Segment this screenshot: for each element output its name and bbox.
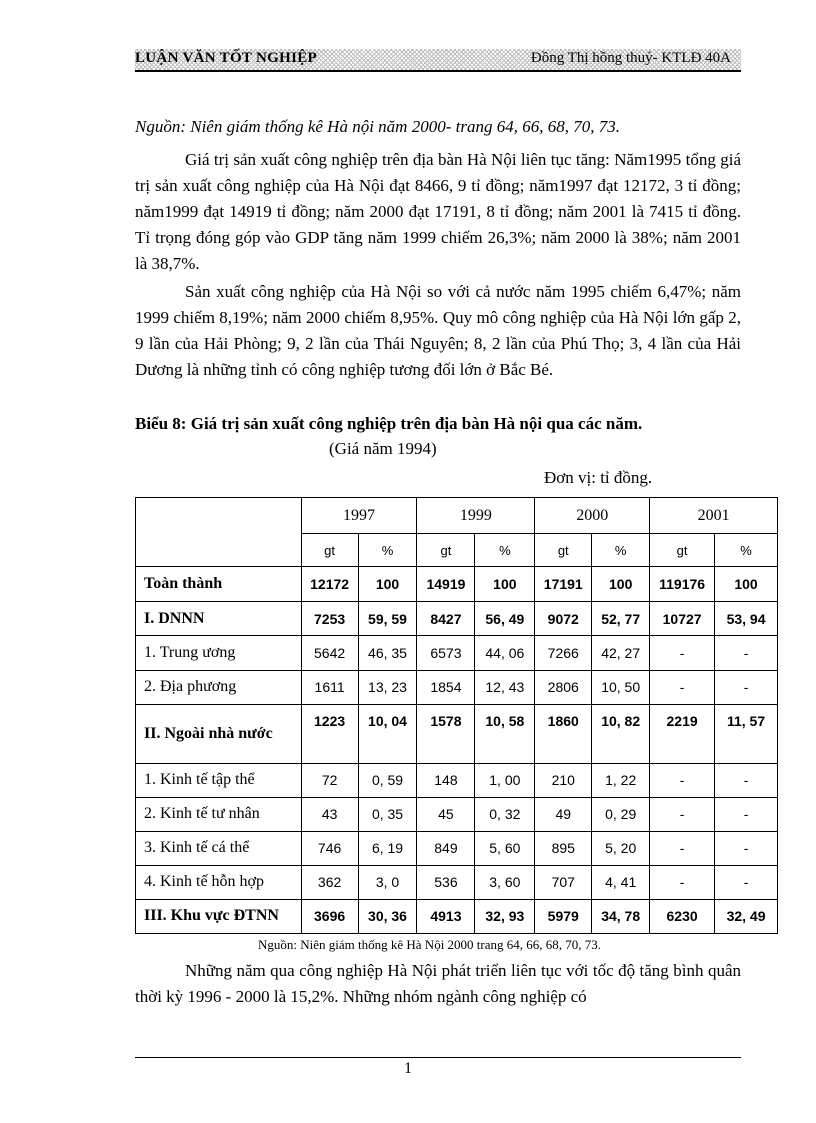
table-cell: 4913 (417, 899, 475, 933)
row-label: 4. Kinh tế hỗn hợp (136, 865, 302, 899)
page-header (135, 49, 741, 72)
table-cell: 536 (417, 865, 475, 899)
table-cell: 895 (535, 831, 592, 865)
row-label: 2. Kinh tế tư nhân (136, 797, 302, 831)
table-cell: 1854 (417, 670, 475, 704)
row-label: 3. Kinh tế cá thể (136, 831, 302, 865)
table-cell: 43 (301, 797, 358, 831)
table-cell: 3, 0 (358, 865, 417, 899)
footer-divider (135, 1057, 741, 1058)
table-cell: - (650, 636, 715, 670)
table-row (136, 763, 778, 797)
table-corner-cell (136, 498, 302, 567)
row-label: 2. Địa phương (136, 670, 302, 704)
header-author: Đồng Thị hồng thuý- KTLĐ 40A (530, 50, 731, 66)
row-label: Toàn thành (136, 567, 302, 602)
paragraph-industrial-output: Giá trị sản xuất công nghiệp trên địa bàn Hà Nội liên tục tăng: Năm1995 tổng giá trị sản xuất công nghiệp của Hà Nội đạt 8466, 9 tỉ đồng; năm1997 đạt 12172, 3 tỉ đồng; năm1999 đạt 14919 tỉ đồng; năm 2000 đạt 17191, 8 tỉ đồng; năm 2001 là 7415 tỉ đồng. Tỉ trọng đóng góp vào GDP tăng năm 1999 chiếm 26,3%; năm 2000 là 38%; năm 2001 là 38,7%. (135, 150, 741, 273)
subheader-cell: % (358, 534, 417, 567)
table-row (136, 567, 778, 602)
table-row (136, 899, 778, 933)
paragraph-growth: Những năm qua công nghiệp Hà Nội phát triển liên tục với tốc độ tăng bình quân thời kỳ 1996 - 2000 là 15,2%. Những nhóm ngành công nghiệp có (135, 961, 741, 1006)
table-unit: Đơn vị: tỉ đồng. (544, 468, 653, 487)
table-cell: 10, 04 (358, 704, 417, 763)
table-cell: 34, 78 (592, 899, 650, 933)
table-cell: 42, 27 (592, 636, 650, 670)
table-cell: 12172 (301, 567, 358, 602)
table-cell: 10727 (650, 602, 715, 636)
source-note: Nguồn: Niên giám thống kê Hà nội năm 2000- trang 64, 66, 68, 70, 73. (135, 117, 620, 136)
table-cell: 7253 (301, 602, 358, 636)
table-row (136, 797, 778, 831)
table-cell: 9072 (535, 602, 592, 636)
table-cell: 30, 36 (358, 899, 417, 933)
table-cell: 11, 57 (715, 704, 778, 763)
year-header: 2000 (535, 498, 650, 534)
table-cell: 119176 (650, 567, 715, 602)
table-cell: 7266 (535, 636, 592, 670)
table-cell: 2219 (650, 704, 715, 763)
paragraph-national-share: Sản xuất công nghiệp của Hà Nội so với cả nước năm 1995 chiếm 6,47%; năm 1999 chiếm 8,19%; năm 2000 chiếm 8,95%. Quy mô công nghiệp của Hà Nội lớn gấp 2, 9 lần của Hải Phòng; 9, 2 lần của Thái Nguyên; 8, 2 lần của Phú Thọ; 3, 4 lần của Hải Dương là những tỉnh có công nghiệp tương đối lớn ở Bắc Bé. (135, 282, 741, 379)
table-cell: - (650, 831, 715, 865)
table-row (136, 636, 778, 670)
table-cell: 100 (715, 567, 778, 602)
table-cell: 100 (358, 567, 417, 602)
table-cell: 5, 20 (592, 831, 650, 865)
table-row (136, 670, 778, 704)
table-cell: 1, 22 (592, 763, 650, 797)
table-cell: 3696 (301, 899, 358, 933)
table-cell: 53, 94 (715, 602, 778, 636)
table-cell: 6573 (417, 636, 475, 670)
subheader-cell: gt (650, 534, 715, 567)
table-cell: - (715, 797, 778, 831)
table-cell: 8427 (417, 602, 475, 636)
subheader-cell: % (475, 534, 535, 567)
table-cell: - (715, 670, 778, 704)
table-cell: 100 (475, 567, 535, 602)
row-label: 1. Kinh tế tập thể (136, 763, 302, 797)
subheader-cell: gt (535, 534, 592, 567)
table-cell: 13, 23 (358, 670, 417, 704)
table-cell: 2806 (535, 670, 592, 704)
table-cell: - (715, 763, 778, 797)
industrial-output-table (135, 497, 778, 934)
table-cell: 10, 82 (592, 704, 650, 763)
table-row (136, 704, 778, 763)
table-cell: 10, 58 (475, 704, 535, 763)
table-cell: 45 (417, 797, 475, 831)
table-cell: 17191 (535, 567, 592, 602)
table-cell: 362 (301, 865, 358, 899)
header-thesis-label: LUẬN VĂN TỐT NGHIỆP (135, 50, 317, 66)
table-cell: 1611 (301, 670, 358, 704)
table-cell: 14919 (417, 567, 475, 602)
table-cell: 5, 60 (475, 831, 535, 865)
table-cell: 32, 93 (475, 899, 535, 933)
table-cell: 59, 59 (358, 602, 417, 636)
table-cell: 148 (417, 763, 475, 797)
subheader-cell: % (715, 534, 778, 567)
table-cell: - (715, 831, 778, 865)
table-cell: - (650, 763, 715, 797)
table-row (136, 865, 778, 899)
table-cell: 6, 19 (358, 831, 417, 865)
table-row (136, 831, 778, 865)
table-cell: 49 (535, 797, 592, 831)
table-cell: 849 (417, 831, 475, 865)
table-caption: Biểu 8: Giá trị sản xuất công nghiệp trên địa bàn Hà nội qua các năm. (135, 414, 643, 433)
row-label: II. Ngoài nhà nước (136, 704, 302, 763)
table-cell: 1860 (535, 704, 592, 763)
table-cell: 44, 06 (475, 636, 535, 670)
row-label: 1. Trung ương (136, 636, 302, 670)
row-label: I. DNNN (136, 602, 302, 636)
table-cell: 52, 77 (592, 602, 650, 636)
table-cell: - (650, 865, 715, 899)
table-cell: - (715, 865, 778, 899)
table-cell: 0, 35 (358, 797, 417, 831)
table-source-note: Nguồn: Niên giám thống kê Hà Nội 2000 trang 64, 66, 68, 70, 73. (258, 937, 602, 952)
table-cell: 100 (592, 567, 650, 602)
table-cell: 46, 35 (358, 636, 417, 670)
table-cell: 0, 32 (475, 797, 535, 831)
table-cell: 6230 (650, 899, 715, 933)
table-cell: 56, 49 (475, 602, 535, 636)
table-cell: 1578 (417, 704, 475, 763)
table-cell: 0, 29 (592, 797, 650, 831)
year-header: 1999 (417, 498, 535, 534)
table-price-year: (Giá năm 1994) (329, 439, 437, 458)
table-cell: 5979 (535, 899, 592, 933)
table-cell: - (650, 670, 715, 704)
table-cell: 1223 (301, 704, 358, 763)
table-cell: 32, 49 (715, 899, 778, 933)
table-cell: 12, 43 (475, 670, 535, 704)
table-cell: 10, 50 (592, 670, 650, 704)
table-cell: 210 (535, 763, 592, 797)
year-header: 1997 (301, 498, 417, 534)
table-cell: 746 (301, 831, 358, 865)
row-label: III. Khu vực ĐTNN (136, 899, 302, 933)
page-number: 1 (404, 1060, 412, 1077)
table-row (136, 602, 778, 636)
table-header-years (136, 498, 778, 534)
table-cell: 5642 (301, 636, 358, 670)
table-cell: 3, 60 (475, 865, 535, 899)
subheader-cell: % (592, 534, 650, 567)
table-cell: - (650, 797, 715, 831)
table-cell: 0, 59 (358, 763, 417, 797)
subheader-cell: gt (417, 534, 475, 567)
table-cell: 707 (535, 865, 592, 899)
table-cell: 1, 00 (475, 763, 535, 797)
table-cell: 4, 41 (592, 865, 650, 899)
subheader-cell: gt (301, 534, 358, 567)
year-header: 2001 (650, 498, 778, 534)
table-cell: - (715, 636, 778, 670)
table-cell: 72 (301, 763, 358, 797)
